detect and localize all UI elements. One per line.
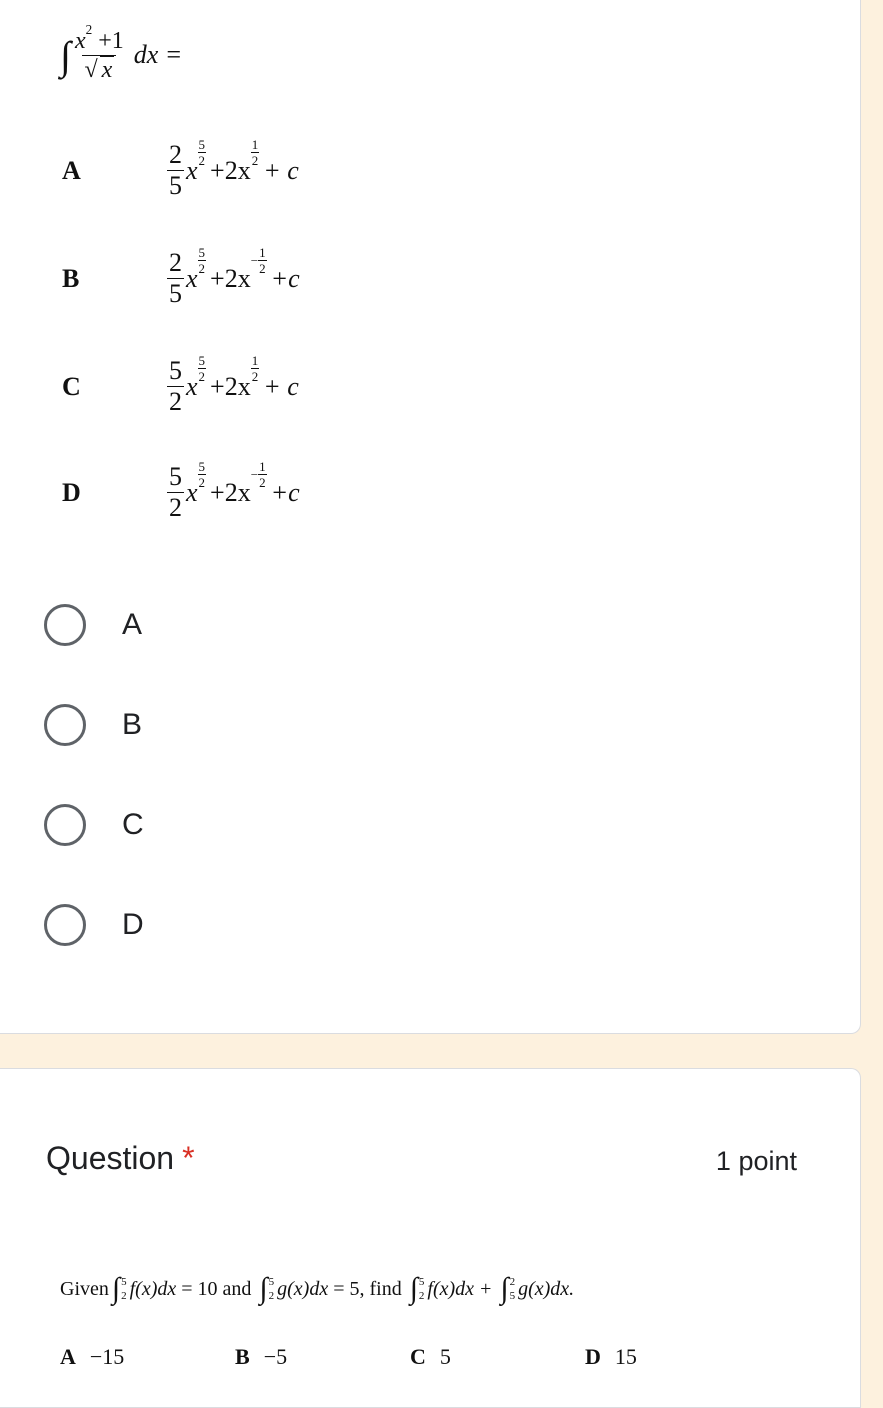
q2-option-b: B −5 — [235, 1344, 288, 1369]
integral-2: ∫ 5 2 — [259, 1272, 275, 1305]
required-asterisk: * — [182, 1140, 195, 1176]
radio-label: B — [122, 708, 143, 741]
question-1-stem — [60, 22, 183, 83]
question-2-points: 1 point — [715, 1146, 797, 1176]
option-line-a: A $\frac{2}{5}$ x 5 2 +2x 1 2 + c — [62, 137, 299, 200]
radio-button[interactable] — [44, 704, 86, 746]
radio-choice-c[interactable] — [44, 804, 144, 846]
integrand-fraction: $\frac{x^2 +1}{√ x}$ — [74, 22, 124, 83]
radio-choice-a[interactable] — [44, 604, 142, 646]
radio-button[interactable] — [44, 804, 86, 846]
integral-4: ∫ 2 5 — [500, 1272, 516, 1305]
q2-option-d: D 15 — [585, 1344, 637, 1369]
radio-label: C — [122, 808, 144, 841]
option-line-c: C $\frac{5}{2}$ x 5 2 +2x 1 2 + c — [62, 353, 299, 416]
radio-choice-b[interactable] — [44, 704, 142, 746]
question-2-text: Given ∫ 5 2 f(x)dx = 10 and ∫ 5 2 g(x)dx = 5, find ∫ 5 2 f(x)dx + ∫ 2 5 g(x)dx. — [60, 1272, 575, 1305]
radio-button[interactable] — [44, 604, 86, 646]
question-2-options — [60, 1344, 760, 1370]
question-2-title: Question * — [46, 1140, 195, 1176]
integral-sign: ∫ — [60, 32, 71, 78]
option-line-d: D $\frac{5}{2}$ x 5 2 +2x − $\frac{1}{2}$ +c — [62, 459, 300, 522]
radio-label: A — [122, 608, 143, 641]
q2-option-c: C 5 — [410, 1344, 451, 1369]
radio-label: D — [122, 908, 144, 941]
radio-choice-d[interactable] — [44, 904, 144, 946]
stem-tail: dx = — [133, 40, 183, 69]
radio-button[interactable] — [44, 904, 86, 946]
q2-option-a: A −15 — [60, 1344, 125, 1369]
integral-1: ∫ 5 2 — [111, 1272, 127, 1305]
integral-3: ∫ 5 2 — [409, 1272, 425, 1305]
option-line-b: B $\frac{2}{5}$ x 5 2 +2x − $\frac{1}{2}$ +c — [62, 245, 300, 308]
